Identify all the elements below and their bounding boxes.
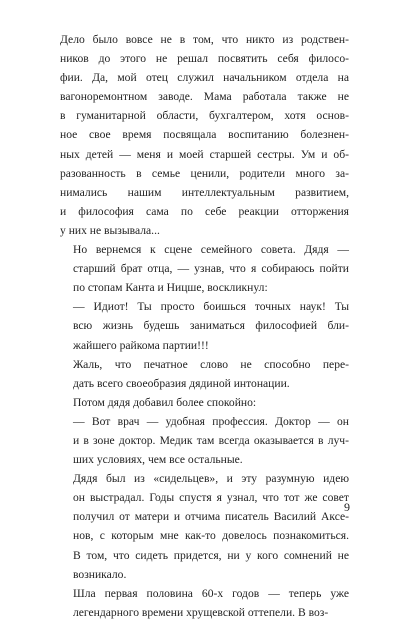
text-line: жайшего райкома партии!!! bbox=[73, 338, 209, 352]
paragraph bbox=[60, 412, 349, 469]
paragraph bbox=[60, 355, 349, 393]
body-text bbox=[60, 30, 349, 622]
paragraph bbox=[60, 297, 349, 354]
text-line: старший брат отца, — узнав, что я собираюсь пойти bbox=[73, 262, 349, 276]
text-line: по стопам Канта и Ницше, воскликнул: bbox=[73, 281, 268, 295]
text-line: нов, с которым мне как-то довелось познакомиться. bbox=[73, 529, 349, 543]
paragraph bbox=[60, 584, 349, 622]
text-line: нимались нашим интеллектуальным развитием, bbox=[60, 185, 349, 199]
text-line: он выстрадал. Годы спустя я узнал, что тот же совет bbox=[73, 491, 349, 505]
text-line: дать всего своеобразия дядиной интонации. bbox=[73, 376, 290, 390]
text-line: — Идиот! Ты просто боишься точных наук! Ты bbox=[73, 300, 349, 314]
text-line: ников до этого не решал посвятить себя филосо- bbox=[60, 52, 349, 66]
page-number: 9 bbox=[344, 500, 350, 514]
text-line: Потом дядя добавил более спокойно: bbox=[73, 395, 257, 409]
paragraph bbox=[60, 30, 349, 240]
text-line: Дело было вовсе не в том, что никто из родствен- bbox=[60, 33, 349, 46]
text-line: в гуманитарной области, бухгалтером, хотя основ- bbox=[60, 109, 349, 123]
text-line: ших условиях, чем все остальные. bbox=[73, 453, 243, 467]
text-line: — Вот врач — удобная профессия. Доктор — он bbox=[73, 414, 349, 428]
paragraph bbox=[60, 240, 349, 297]
text-line: ных детей — меня и моей старшей сестры. Ум и об- bbox=[60, 147, 349, 161]
text-line: возникало. bbox=[73, 567, 127, 581]
paragraph bbox=[60, 393, 349, 412]
text-line: фии. Да, мой отец служил начальником отдела на bbox=[60, 71, 349, 85]
text-line: Но вернемся к сцене семейного совета. Дядя — bbox=[73, 243, 349, 257]
paragraph bbox=[60, 469, 349, 584]
text-line: Дядя был из «сидельцев», и эту разумную идею bbox=[73, 472, 349, 486]
text-line: легендарного времени хрущевской оттепели. В воз- bbox=[73, 605, 329, 619]
text-line: Шла первая половина 60-х годов — теперь уже bbox=[73, 586, 349, 600]
text-line: ное свое время посвящала воспитанию болезнен- bbox=[60, 128, 349, 142]
text-line: вагоноремонтном заводе. Мама работала также не bbox=[60, 90, 349, 104]
text-line: В том, что сидеть придется, ни у кого сомнений не bbox=[73, 548, 349, 562]
text-line: и философия сама по себе реакции отторжения bbox=[60, 204, 349, 218]
text-line: и в зоне доктор. Медик там всегда оказывается в луч- bbox=[73, 433, 349, 447]
text-line: получил от матери и отчима писатель Василий Аксе- bbox=[73, 510, 349, 524]
text-line: у них не вызывала... bbox=[60, 223, 160, 237]
text-line: разованность в семье ценили, родители много за- bbox=[60, 166, 349, 180]
text-line: всю жизнь будешь заниматься философией бли- bbox=[73, 319, 349, 333]
text-line: Жаль, что печатное слово не способно пере- bbox=[73, 357, 349, 371]
